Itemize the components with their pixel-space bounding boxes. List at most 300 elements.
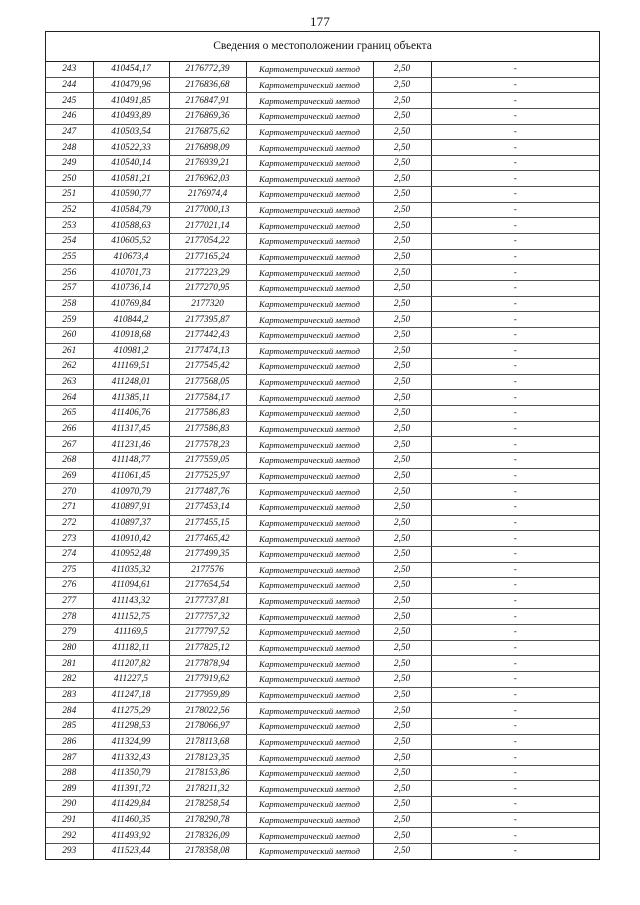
x-coordinate-cell: 410503,54	[93, 124, 169, 140]
table-body	[46, 62, 599, 859]
x-coordinate-cell: 411061,45	[93, 468, 169, 484]
table-row	[46, 531, 599, 547]
y-coordinate-cell: 2177455,15	[169, 515, 246, 531]
method-cell: Картометрический метод	[246, 468, 373, 484]
accuracy-cell: 2,50	[373, 562, 431, 578]
x-coordinate-cell: 410522,33	[93, 140, 169, 156]
table-row	[46, 546, 599, 562]
description-cell: -	[431, 609, 599, 625]
table-row	[46, 750, 599, 766]
accuracy-cell: 2,50	[373, 671, 431, 687]
accuracy-cell: 2,50	[373, 124, 431, 140]
y-coordinate-cell: 2177757,32	[169, 609, 246, 625]
method-cell: Картометрический метод	[246, 249, 373, 265]
y-coordinate-cell: 2176962,03	[169, 171, 246, 187]
y-coordinate-cell: 2177320	[169, 296, 246, 312]
x-coordinate-cell: 411350,79	[93, 765, 169, 781]
x-coordinate-cell: 410769,84	[93, 296, 169, 312]
accuracy-cell: 2,50	[373, 390, 431, 406]
table-row	[46, 734, 599, 750]
point-number-cell: 272	[46, 515, 93, 531]
accuracy-cell: 2,50	[373, 265, 431, 281]
method-cell: Картометрический метод	[246, 578, 373, 594]
x-coordinate-cell: 411248,01	[93, 374, 169, 390]
method-cell: Картометрический метод	[246, 187, 373, 203]
y-coordinate-cell: 2178358,08	[169, 844, 246, 859]
table-row	[46, 593, 599, 609]
point-number-cell: 271	[46, 499, 93, 515]
y-coordinate-cell: 2177442,43	[169, 327, 246, 343]
point-number-cell: 261	[46, 343, 93, 359]
accuracy-cell: 2,50	[373, 312, 431, 328]
point-number-cell: 253	[46, 218, 93, 234]
description-cell: -	[431, 797, 599, 813]
table-row	[46, 797, 599, 813]
y-coordinate-cell: 2177165,24	[169, 249, 246, 265]
y-coordinate-cell: 2177525,97	[169, 468, 246, 484]
x-coordinate-cell: 411143,32	[93, 593, 169, 609]
x-coordinate-cell: 411094,61	[93, 578, 169, 594]
description-cell: -	[431, 171, 599, 187]
accuracy-cell: 2,50	[373, 280, 431, 296]
point-number-cell: 274	[46, 546, 93, 562]
point-number-cell: 283	[46, 687, 93, 703]
table-row	[46, 562, 599, 578]
x-coordinate-cell: 410897,91	[93, 499, 169, 515]
method-cell: Картометрический метод	[246, 546, 373, 562]
description-cell: -	[431, 703, 599, 719]
x-coordinate-cell: 411231,46	[93, 437, 169, 453]
point-number-cell: 259	[46, 312, 93, 328]
y-coordinate-cell: 2177586,83	[169, 421, 246, 437]
description-cell: -	[431, 202, 599, 218]
table-row	[46, 202, 599, 218]
description-cell: -	[431, 578, 599, 594]
method-cell: Картометрический метод	[246, 421, 373, 437]
table-row	[46, 437, 599, 453]
table-row	[46, 280, 599, 296]
x-coordinate-cell: 410981,2	[93, 343, 169, 359]
method-cell: Картометрический метод	[246, 781, 373, 797]
x-coordinate-cell: 410970,79	[93, 484, 169, 500]
description-cell: -	[431, 531, 599, 547]
point-number-cell: 270	[46, 484, 93, 500]
boundary-points-table	[46, 62, 599, 859]
description-cell: -	[431, 296, 599, 312]
accuracy-cell: 2,50	[373, 499, 431, 515]
accuracy-cell: 2,50	[373, 531, 431, 547]
accuracy-cell: 2,50	[373, 171, 431, 187]
x-coordinate-cell: 410493,89	[93, 108, 169, 124]
accuracy-cell: 2,50	[373, 609, 431, 625]
description-cell: -	[431, 640, 599, 656]
x-coordinate-cell: 411298,53	[93, 718, 169, 734]
table-row	[46, 374, 599, 390]
y-coordinate-cell: 2177021,14	[169, 218, 246, 234]
description-cell: -	[431, 374, 599, 390]
table-row	[46, 265, 599, 281]
method-cell: Картометрический метод	[246, 593, 373, 609]
description-cell: -	[431, 437, 599, 453]
y-coordinate-cell: 2177919,62	[169, 671, 246, 687]
description-cell: -	[431, 280, 599, 296]
y-coordinate-cell: 2176869,36	[169, 108, 246, 124]
point-number-cell: 252	[46, 202, 93, 218]
accuracy-cell: 2,50	[373, 202, 431, 218]
method-cell: Картометрический метод	[246, 312, 373, 328]
x-coordinate-cell: 411207,82	[93, 656, 169, 672]
y-coordinate-cell: 2177270,95	[169, 280, 246, 296]
y-coordinate-cell: 2178211,32	[169, 781, 246, 797]
method-cell: Картометрический метод	[246, 218, 373, 234]
method-cell: Картометрический метод	[246, 265, 373, 281]
x-coordinate-cell: 410701,73	[93, 265, 169, 281]
description-cell: -	[431, 406, 599, 422]
table-row	[46, 844, 599, 859]
method-cell: Картометрический метод	[246, 77, 373, 93]
point-number-cell: 248	[46, 140, 93, 156]
method-cell: Картометрический метод	[246, 155, 373, 171]
table-row	[46, 327, 599, 343]
x-coordinate-cell: 411247,18	[93, 687, 169, 703]
point-number-cell: 249	[46, 155, 93, 171]
description-cell: -	[431, 671, 599, 687]
description-cell: -	[431, 421, 599, 437]
x-coordinate-cell: 411324,99	[93, 734, 169, 750]
accuracy-cell: 2,50	[373, 656, 431, 672]
description-cell: -	[431, 453, 599, 469]
accuracy-cell: 2,50	[373, 155, 431, 171]
y-coordinate-cell: 2178123,35	[169, 750, 246, 766]
accuracy-cell: 2,50	[373, 765, 431, 781]
accuracy-cell: 2,50	[373, 593, 431, 609]
method-cell: Картометрический метод	[246, 62, 373, 77]
point-number-cell: 266	[46, 421, 93, 437]
description-cell: -	[431, 734, 599, 750]
table-row	[46, 124, 599, 140]
table-row	[46, 640, 599, 656]
accuracy-cell: 2,50	[373, 797, 431, 813]
accuracy-cell: 2,50	[373, 296, 431, 312]
table-row	[46, 484, 599, 500]
method-cell: Картометрический метод	[246, 140, 373, 156]
accuracy-cell: 2,50	[373, 343, 431, 359]
accuracy-cell: 2,50	[373, 750, 431, 766]
x-coordinate-cell: 410605,52	[93, 234, 169, 250]
point-number-cell: 292	[46, 828, 93, 844]
method-cell: Картометрический метод	[246, 812, 373, 828]
point-number-cell: 279	[46, 625, 93, 641]
y-coordinate-cell: 2176836,68	[169, 77, 246, 93]
description-cell: -	[431, 218, 599, 234]
point-number-cell: 273	[46, 531, 93, 547]
description-cell: -	[431, 781, 599, 797]
x-coordinate-cell: 411227,5	[93, 671, 169, 687]
y-coordinate-cell: 2177797,52	[169, 625, 246, 641]
y-coordinate-cell: 2177578,23	[169, 437, 246, 453]
accuracy-cell: 2,50	[373, 374, 431, 390]
description-cell: -	[431, 625, 599, 641]
table-row	[46, 343, 599, 359]
method-cell: Картометрический метод	[246, 296, 373, 312]
accuracy-cell: 2,50	[373, 359, 431, 375]
description-cell: -	[431, 718, 599, 734]
accuracy-cell: 2,50	[373, 437, 431, 453]
accuracy-cell: 2,50	[373, 421, 431, 437]
accuracy-cell: 2,50	[373, 687, 431, 703]
table-row	[46, 187, 599, 203]
method-cell: Картометрический метод	[246, 671, 373, 687]
accuracy-cell: 2,50	[373, 734, 431, 750]
table-row	[46, 249, 599, 265]
x-coordinate-cell: 410581,21	[93, 171, 169, 187]
x-coordinate-cell: 410479,96	[93, 77, 169, 93]
x-coordinate-cell: 411182,11	[93, 640, 169, 656]
x-coordinate-cell: 411391,72	[93, 781, 169, 797]
description-cell: -	[431, 327, 599, 343]
point-number-cell: 269	[46, 468, 93, 484]
description-cell: -	[431, 656, 599, 672]
description-cell: -	[431, 187, 599, 203]
description-cell: -	[431, 249, 599, 265]
accuracy-cell: 2,50	[373, 62, 431, 77]
point-number-cell: 276	[46, 578, 93, 594]
point-number-cell: 289	[46, 781, 93, 797]
point-number-cell: 268	[46, 453, 93, 469]
description-cell: -	[431, 468, 599, 484]
table-row	[46, 155, 599, 171]
point-number-cell: 254	[46, 234, 93, 250]
accuracy-cell: 2,50	[373, 844, 431, 859]
y-coordinate-cell: 2177559,05	[169, 453, 246, 469]
x-coordinate-cell: 410910,42	[93, 531, 169, 547]
x-coordinate-cell: 411523,44	[93, 844, 169, 859]
y-coordinate-cell: 2176772,39	[169, 62, 246, 77]
accuracy-cell: 2,50	[373, 327, 431, 343]
point-number-cell: 280	[46, 640, 93, 656]
x-coordinate-cell: 410918,68	[93, 327, 169, 343]
y-coordinate-cell: 2178258,54	[169, 797, 246, 813]
description-cell: -	[431, 108, 599, 124]
x-coordinate-cell: 411169,51	[93, 359, 169, 375]
method-cell: Картометрический метод	[246, 390, 373, 406]
method-cell: Картометрический метод	[246, 93, 373, 109]
accuracy-cell: 2,50	[373, 703, 431, 719]
accuracy-cell: 2,50	[373, 640, 431, 656]
method-cell: Картометрический метод	[246, 484, 373, 500]
point-number-cell: 278	[46, 609, 93, 625]
method-cell: Картометрический метод	[246, 609, 373, 625]
description-cell: -	[431, 562, 599, 578]
table-title: Сведения о местоположении границ объекта	[46, 32, 599, 62]
y-coordinate-cell: 2177223,29	[169, 265, 246, 281]
point-number-cell: 245	[46, 93, 93, 109]
method-cell: Картометрический метод	[246, 718, 373, 734]
y-coordinate-cell: 2177054,22	[169, 234, 246, 250]
method-cell: Картометрический метод	[246, 703, 373, 719]
y-coordinate-cell: 2177499,35	[169, 546, 246, 562]
description-cell: -	[431, 124, 599, 140]
boundary-table-sheet	[45, 31, 600, 860]
description-cell: -	[431, 499, 599, 515]
x-coordinate-cell: 410588,63	[93, 218, 169, 234]
point-number-cell: 244	[46, 77, 93, 93]
y-coordinate-cell: 2176974,4	[169, 187, 246, 203]
x-coordinate-cell: 411035,32	[93, 562, 169, 578]
method-cell: Картометрический метод	[246, 234, 373, 250]
accuracy-cell: 2,50	[373, 218, 431, 234]
description-cell: -	[431, 140, 599, 156]
description-cell: -	[431, 750, 599, 766]
method-cell: Картометрический метод	[246, 531, 373, 547]
description-cell: -	[431, 265, 599, 281]
point-number-cell: 256	[46, 265, 93, 281]
accuracy-cell: 2,50	[373, 453, 431, 469]
point-number-cell: 247	[46, 124, 93, 140]
description-cell: -	[431, 687, 599, 703]
x-coordinate-cell: 411275,29	[93, 703, 169, 719]
description-cell: -	[431, 515, 599, 531]
point-number-cell: 291	[46, 812, 93, 828]
description-cell: -	[431, 390, 599, 406]
method-cell: Картометрический метод	[246, 828, 373, 844]
table-row	[46, 765, 599, 781]
point-number-cell: 285	[46, 718, 93, 734]
accuracy-cell: 2,50	[373, 468, 431, 484]
method-cell: Картометрический метод	[246, 374, 373, 390]
table-row	[46, 108, 599, 124]
table-row	[46, 671, 599, 687]
table-row	[46, 296, 599, 312]
table-row	[46, 93, 599, 109]
method-cell: Картометрический метод	[246, 687, 373, 703]
table-row	[46, 625, 599, 641]
x-coordinate-cell: 410673,4	[93, 249, 169, 265]
table-row	[46, 406, 599, 422]
description-cell: -	[431, 359, 599, 375]
y-coordinate-cell: 2177000,13	[169, 202, 246, 218]
method-cell: Картометрический метод	[246, 765, 373, 781]
description-cell: -	[431, 312, 599, 328]
point-number-cell: 246	[46, 108, 93, 124]
x-coordinate-cell: 411460,35	[93, 812, 169, 828]
point-number-cell: 284	[46, 703, 93, 719]
table-row	[46, 359, 599, 375]
accuracy-cell: 2,50	[373, 781, 431, 797]
description-cell: -	[431, 62, 599, 77]
method-cell: Картометрический метод	[246, 453, 373, 469]
point-number-cell: 275	[46, 562, 93, 578]
method-cell: Картометрический метод	[246, 202, 373, 218]
method-cell: Картометрический метод	[246, 280, 373, 296]
y-coordinate-cell: 2177568,05	[169, 374, 246, 390]
method-cell: Картометрический метод	[246, 499, 373, 515]
description-cell: -	[431, 812, 599, 828]
point-number-cell: 265	[46, 406, 93, 422]
table-row	[46, 390, 599, 406]
description-cell: -	[513, 846, 517, 857]
point-number-cell: 257	[46, 280, 93, 296]
point-number-cell: 281	[46, 656, 93, 672]
y-coordinate-cell: 2176898,09	[169, 140, 246, 156]
x-coordinate-cell: 410540,14	[93, 155, 169, 171]
description-cell: -	[431, 765, 599, 781]
y-coordinate-cell: 2177584,17	[169, 390, 246, 406]
accuracy-cell: 2,50	[373, 234, 431, 250]
table-row	[46, 515, 599, 531]
description-cell: -	[431, 155, 599, 171]
accuracy-cell: 2,50	[373, 187, 431, 203]
point-number-cell: 287	[46, 750, 93, 766]
method-cell: Картометрический метод	[246, 797, 373, 813]
method-cell: Картометрический метод	[246, 359, 373, 375]
x-coordinate-cell: 411148,77	[93, 453, 169, 469]
accuracy-cell: 2,50	[373, 546, 431, 562]
x-coordinate-cell: 411317,45	[93, 421, 169, 437]
method-cell: Картометрический метод	[246, 343, 373, 359]
x-coordinate-cell: 411385,11	[93, 390, 169, 406]
x-coordinate-cell: 410736,14	[93, 280, 169, 296]
table-row	[46, 812, 599, 828]
method-cell: Картометрический метод	[246, 562, 373, 578]
x-coordinate-cell: 410584,79	[93, 202, 169, 218]
x-coordinate-cell: 410897,37	[93, 515, 169, 531]
table-row	[46, 687, 599, 703]
method-cell: Картометрический метод	[246, 108, 373, 124]
point-number-cell: 282	[46, 671, 93, 687]
x-coordinate-cell: 410952,48	[93, 546, 169, 562]
x-coordinate-cell: 411493,92	[93, 828, 169, 844]
accuracy-cell: 2,50	[373, 108, 431, 124]
table-row	[46, 499, 599, 515]
accuracy-cell: 2,50	[373, 406, 431, 422]
point-number-cell: 286	[46, 734, 93, 750]
point-number-cell: 262	[46, 359, 93, 375]
accuracy-cell: 2,50	[373, 578, 431, 594]
accuracy-cell: 2,50	[373, 77, 431, 93]
point-number-cell: 293	[46, 844, 93, 859]
method-cell: Картометрический метод	[246, 844, 373, 859]
x-coordinate-cell: 411406,76	[93, 406, 169, 422]
y-coordinate-cell: 2178290,78	[169, 812, 246, 828]
accuracy-cell: 2,50	[373, 249, 431, 265]
table-row	[46, 468, 599, 484]
accuracy-cell: 2,50	[373, 515, 431, 531]
y-coordinate-cell: 2177586,83	[169, 406, 246, 422]
point-number-cell: 260	[46, 327, 93, 343]
table-row	[46, 77, 599, 93]
accuracy-cell: 2,50	[373, 93, 431, 109]
table-row	[46, 718, 599, 734]
description-cell: -	[431, 546, 599, 562]
description-cell: -	[431, 343, 599, 359]
y-coordinate-cell: 2178326,09	[169, 828, 246, 844]
point-number-cell: 290	[46, 797, 93, 813]
table-row	[46, 312, 599, 328]
description-cell: -	[431, 484, 599, 500]
x-coordinate-cell: 410454,17	[93, 62, 169, 77]
method-cell: Картометрический метод	[246, 750, 373, 766]
accuracy-cell: 2,50	[373, 140, 431, 156]
point-number-cell: 255	[46, 249, 93, 265]
point-number-cell: 277	[46, 593, 93, 609]
y-coordinate-cell: 2176847,91	[169, 93, 246, 109]
y-coordinate-cell: 2178153,86	[169, 765, 246, 781]
y-coordinate-cell: 2177395,87	[169, 312, 246, 328]
table-row	[46, 171, 599, 187]
table-row	[46, 140, 599, 156]
y-coordinate-cell: 2177453,14	[169, 499, 246, 515]
